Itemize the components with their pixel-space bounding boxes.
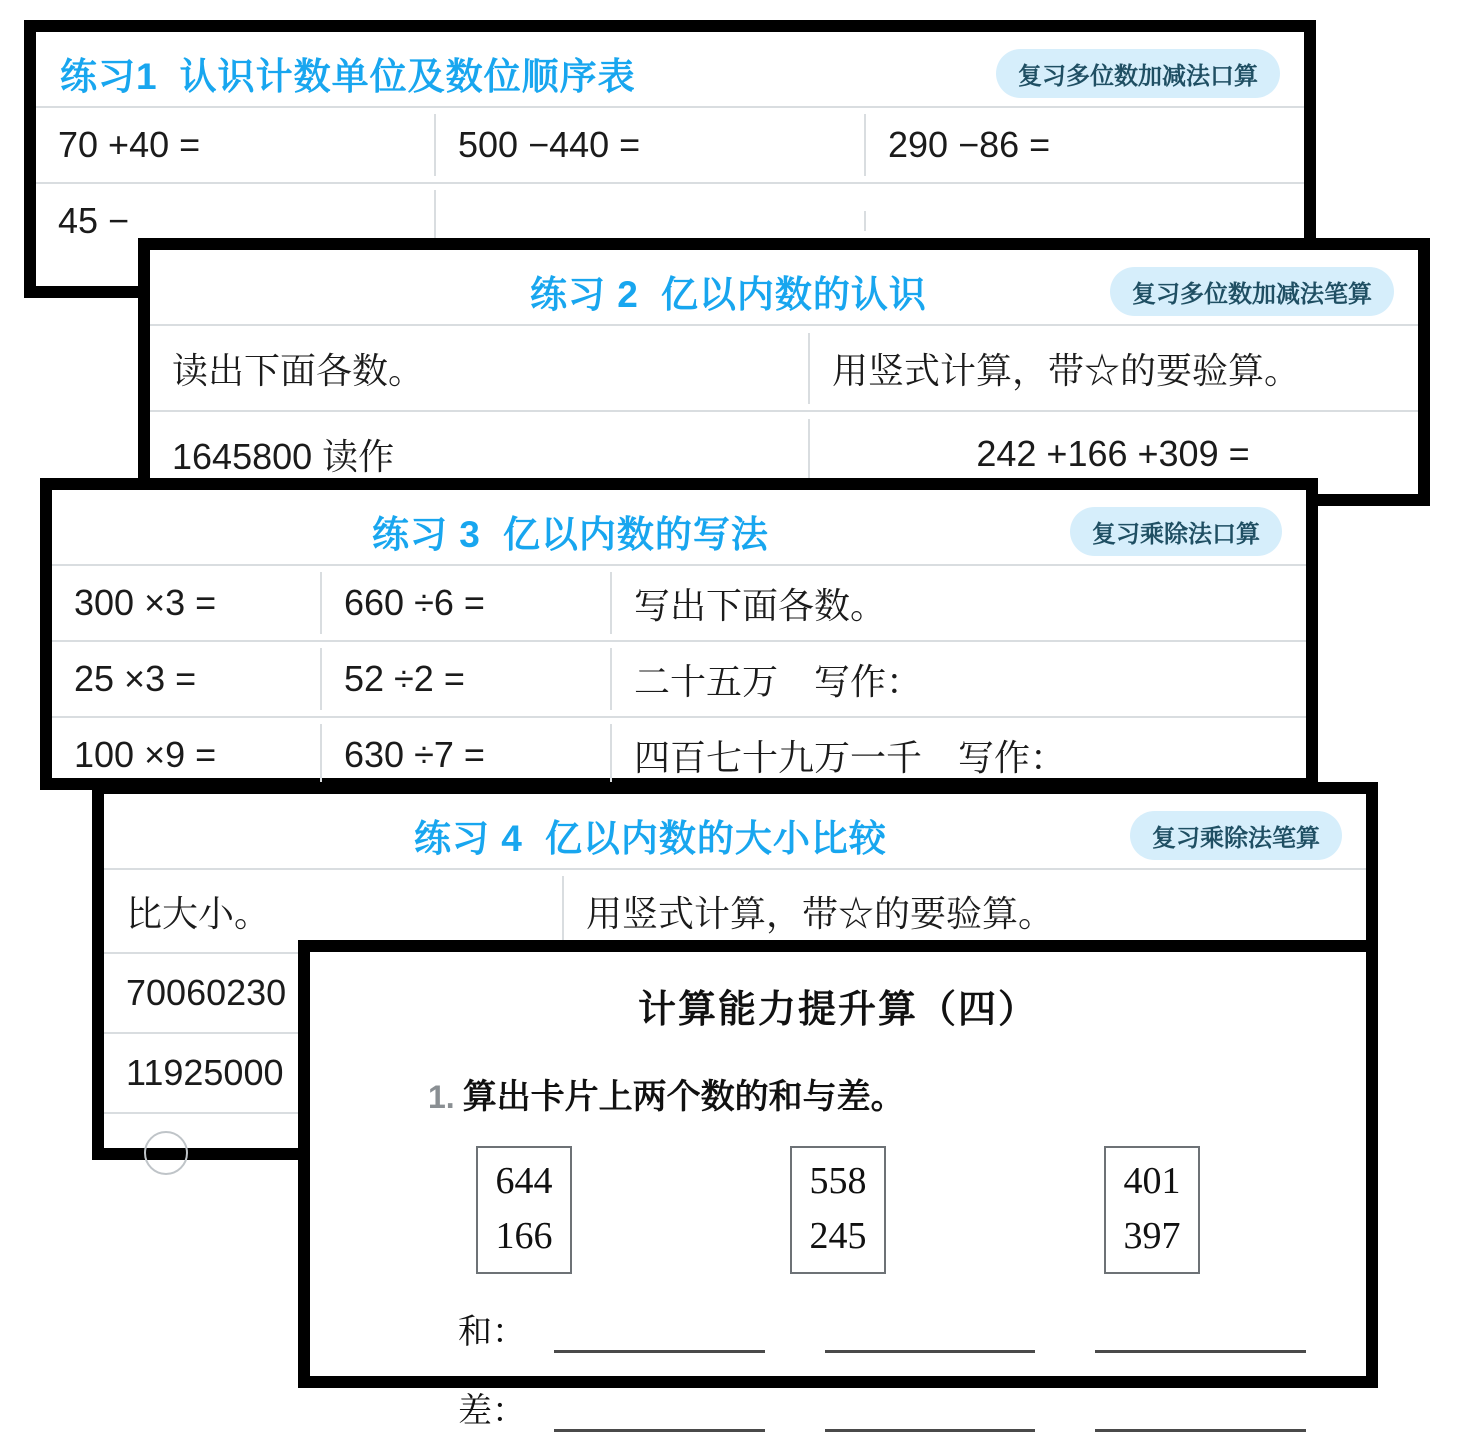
practice-2-left-item: 1645800 读作 xyxy=(150,419,810,490)
table-row xyxy=(150,324,1418,410)
question-text: 算出卡片上两个数的和与差。 xyxy=(462,1078,905,1116)
answer-blank[interactable] xyxy=(825,1395,1036,1432)
practice-3-pill: 复习乘除法口算 xyxy=(1070,507,1282,556)
answer-row-difference xyxy=(458,1383,1366,1432)
cell: 300 ×3 = xyxy=(52,572,322,634)
cell: 二十五万 写作： xyxy=(634,660,923,702)
practice-2-right-item: 242 +166 +309 = xyxy=(976,433,1250,474)
table-row xyxy=(52,564,1306,640)
practice-3-label: 练习 3 xyxy=(372,514,481,555)
practice-2-left-heading: 读出下面各数。 xyxy=(150,333,810,404)
practice-3-right-heading: 写出下面各数。 xyxy=(634,584,887,626)
answer-blank[interactable] xyxy=(825,1316,1036,1353)
number-card xyxy=(476,1146,572,1274)
practice-4-label: 练习 4 xyxy=(414,818,523,859)
exercise-card[interactable] xyxy=(298,940,1378,1431)
compare-circle[interactable] xyxy=(144,1131,188,1175)
practice-4-left-heading: 比大小。 xyxy=(104,876,564,947)
number-card-bottom: 397 xyxy=(1123,1215,1181,1258)
worksheet-card-practice-3[interactable] xyxy=(40,478,1318,790)
number-card-bottom: 245 xyxy=(809,1215,867,1258)
number-card xyxy=(790,1146,886,1274)
practice-1-title: 认识计数单位及数位顺序表 xyxy=(179,56,636,97)
answer-blank[interactable] xyxy=(554,1316,765,1353)
practice-4-pill: 复习乘除法笔算 xyxy=(1130,811,1342,860)
table-row xyxy=(36,106,1304,182)
compare-value: 11925000 xyxy=(126,1052,284,1093)
cell: 45 − xyxy=(36,190,436,252)
cell: 630 ÷7 = xyxy=(322,724,612,786)
practice-4-right-heading: 用竖式计算，带☆的要验算。 xyxy=(586,892,1055,934)
number-card-bottom: 166 xyxy=(495,1215,553,1258)
exercise-title: 计算能力提升算（四） xyxy=(637,989,1038,1031)
practice-1-header xyxy=(36,32,1304,106)
cell: 660 ÷6 = xyxy=(322,572,612,634)
practice-3-title: 亿以内数的写法 xyxy=(502,514,769,555)
practice-2-header xyxy=(150,250,1418,324)
compare-value: 70060230 xyxy=(126,972,287,1013)
cell xyxy=(866,211,1286,231)
practice-3-header xyxy=(52,490,1306,564)
number-card-top: 558 xyxy=(809,1160,867,1202)
answer-label: 差： xyxy=(458,1393,526,1431)
answer-blank[interactable] xyxy=(554,1395,765,1432)
exercise-question xyxy=(428,1069,1366,1118)
cell: 500 −440 = xyxy=(436,114,866,176)
cell: 四百七十九万一千 写作： xyxy=(634,736,1067,778)
practice-1-label: 练习1 xyxy=(60,56,158,97)
practice-2-pill: 复习多位数加减法笔算 xyxy=(1110,267,1394,316)
cell xyxy=(436,211,866,231)
practice-4-header xyxy=(104,794,1366,868)
number-card-top: 401 xyxy=(1123,1160,1181,1202)
answer-blank[interactable] xyxy=(1095,1395,1306,1432)
practice-4-title: 亿以内数的大小比较 xyxy=(544,818,887,859)
practice-2-title: 亿以内数的认识 xyxy=(660,274,927,315)
practice-1-pill: 复习多位数加减法口算 xyxy=(996,49,1280,98)
answer-label: 和： xyxy=(458,1314,526,1352)
number-card xyxy=(1104,1146,1200,1274)
cell: 25 ×3 = xyxy=(52,648,322,710)
table-row xyxy=(52,640,1306,716)
question-number: 1. xyxy=(428,1079,455,1115)
cell: 52 ÷2 = xyxy=(322,648,612,710)
cell: 100 ×9 = xyxy=(52,724,322,786)
worksheet-card-practice-2[interactable] xyxy=(138,238,1430,506)
cell: 70 +40 = xyxy=(36,114,436,176)
answer-row-sum xyxy=(458,1304,1366,1353)
cell: 290 −86 = xyxy=(888,124,1051,165)
practice-2-label: 练习 2 xyxy=(530,274,639,315)
number-card-top: 644 xyxy=(495,1160,553,1202)
practice-2-right-heading: 用竖式计算，带☆的要验算。 xyxy=(832,349,1301,391)
table-row xyxy=(52,716,1306,792)
answer-blank[interactable] xyxy=(1095,1316,1306,1353)
number-card-row xyxy=(310,1146,1366,1274)
